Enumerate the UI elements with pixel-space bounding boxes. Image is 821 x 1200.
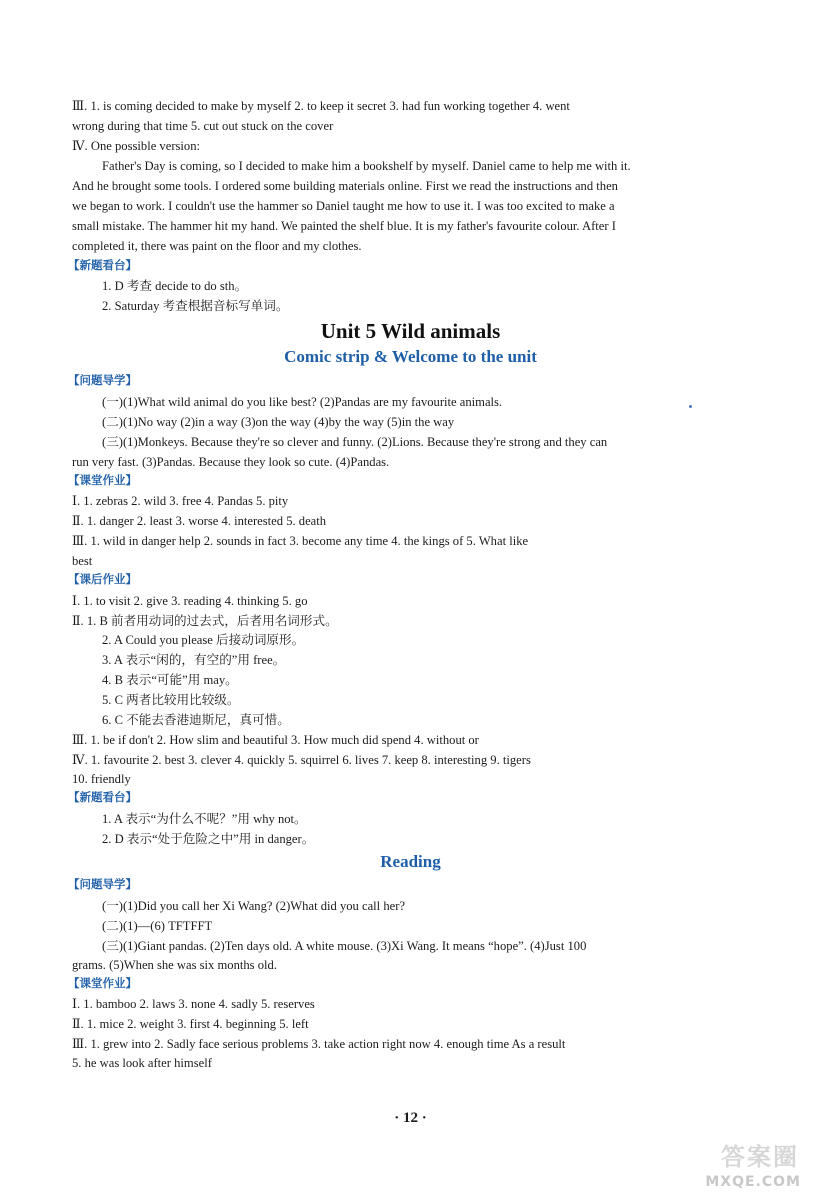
answer-line: run very fast. (3)Pandas. Because they look so cute. (4)Pandas. xyxy=(72,455,390,469)
answer-line: best xyxy=(72,554,93,568)
section-heading: 【问题导学】 xyxy=(68,877,137,891)
section-heading: 【新题看台】 xyxy=(68,790,137,804)
answer-line: (二)(1)—(6) TFTFFT xyxy=(102,919,213,933)
section-heading: 【新题看台】 xyxy=(68,258,137,272)
answer-line: (三)(1)Giant pandas. (2)Ten days old. A white mouse. (3)Xi Wang. It means “hope”. (4)Just 100 xyxy=(102,939,587,953)
answer-line: Ⅳ. 1. favourite 2. best 3. clever 4. quickly 5. squirrel 6. lives 7. keep 8. interesting 9. tigers xyxy=(72,753,531,767)
answer-line: (二)(1)No way (2)in a way (3)on the way (4)by the way (5)in the way xyxy=(102,415,455,429)
answer-line: 4. B 表示“可能”用 may。 xyxy=(102,673,238,687)
answer-line: Ⅱ. 1. B 前者用动词的过去式，后者用名词形式。 xyxy=(72,614,338,628)
section-heading: 【问题导学】 xyxy=(68,373,137,387)
essay-line: Father's Day is coming, so I decided to make him a bookshelf by myself. Daniel came to help me with it. xyxy=(102,159,631,173)
watermark-text: 答案圈 xyxy=(721,1143,799,1171)
answer-line: 5. he was look after himself xyxy=(72,1056,212,1070)
answer-line: Ⅲ. 1. is coming decided to make by myself 2. to keep it secret 3. had fun working together 4. went xyxy=(72,99,570,113)
answer-line: (三)(1)Monkeys. Because they're so clever and funny. (2)Lions. Because they're strong and they can xyxy=(102,435,608,449)
lesson-title: Reading xyxy=(380,852,441,871)
section-heading: 【课后作业】 xyxy=(68,572,137,586)
answer-line: 5. C 两者比较用比较级。 xyxy=(102,693,240,707)
answer-line: wrong during that time 5. cut out stuck on the cover xyxy=(72,119,334,133)
answer-line: Ⅳ. One possible version: xyxy=(72,139,201,153)
watermark-url: MXQE.COM xyxy=(705,1174,801,1190)
essay-line: And he brought some tools. I ordered some building materials online. First we read the instructions and then xyxy=(72,179,618,193)
answer-line: Ⅰ. 1. zebras 2. wild 3. free 4. Pandas 5. pity xyxy=(72,494,289,508)
essay-line: we began to work. I couldn't use the hammer so Daniel taught me how to use it. I was too excited to make a xyxy=(72,199,615,213)
unit-title: Unit 5 Wild animals xyxy=(320,319,501,343)
answer-line: Ⅰ. 1. bamboo 2. laws 3. none 4. sadly 5. reserves xyxy=(72,997,315,1011)
answer-line: Ⅱ. 1. mice 2. weight 3. first 4. beginning 5. left xyxy=(72,1017,309,1031)
answer-line: Ⅰ. 1. to visit 2. give 3. reading 4. thinking 5. go xyxy=(72,594,308,608)
answer-line: 6. C 不能去香港迪斯尼，真可惜。 xyxy=(102,713,290,727)
lesson-title: Comic strip & Welcome to the unit xyxy=(284,347,537,366)
essay-line: small mistake. The hammer hit my hand. We painted the shelf blue. It is my father's favourite colour. After I xyxy=(72,219,616,233)
answer-line: grams. (5)When she was six months old. xyxy=(72,958,277,972)
answer-line: 2. A Could you please 后接动词原形。 xyxy=(102,633,305,647)
ink-dot xyxy=(689,405,692,408)
answer-line: 2. Saturday 考查根据音标写单词。 xyxy=(102,299,289,313)
answer-line: Ⅲ. 1. wild in danger help 2. sounds in fact 3. become any time 4. the kings of 5. What like xyxy=(72,534,529,548)
answer-line: Ⅲ. 1. be if don't 2. How slim and beautiful 3. How much did spend 4. without or xyxy=(72,733,479,747)
answer-line: 2. D 表示“处于危险之中”用 in danger。 xyxy=(102,832,315,846)
answer-line: 1. A 表示“为什么不呢？”用 why not。 xyxy=(102,812,307,826)
section-heading: 【课堂作业】 xyxy=(68,976,137,990)
page-number: · 12 · xyxy=(394,1110,427,1126)
watermark-logo xyxy=(695,1142,813,1194)
answer-line: Ⅱ. 1. danger 2. least 3. worse 4. interested 5. death xyxy=(72,514,327,528)
answer-line: Ⅲ. 1. grew into 2. Sadly face serious problems 3. take action right now 4. enough time As a result xyxy=(72,1037,566,1051)
answer-line: (一)(1)What wild animal do you like best? (2)Pandas are my favourite animals. xyxy=(102,395,503,409)
answer-line: 3. A 表示“闲的，有空的”用 free。 xyxy=(102,653,286,667)
essay-line: completed it, there was paint on the floor and my clothes. xyxy=(72,239,362,253)
answer-line: 10. friendly xyxy=(72,772,131,786)
answer-line: 1. D 考查 decide to do sth。 xyxy=(102,279,248,293)
answer-line: (一)(1)Did you call her Xi Wang? (2)What did you call her? xyxy=(102,899,405,913)
section-heading: 【课堂作业】 xyxy=(68,473,137,487)
